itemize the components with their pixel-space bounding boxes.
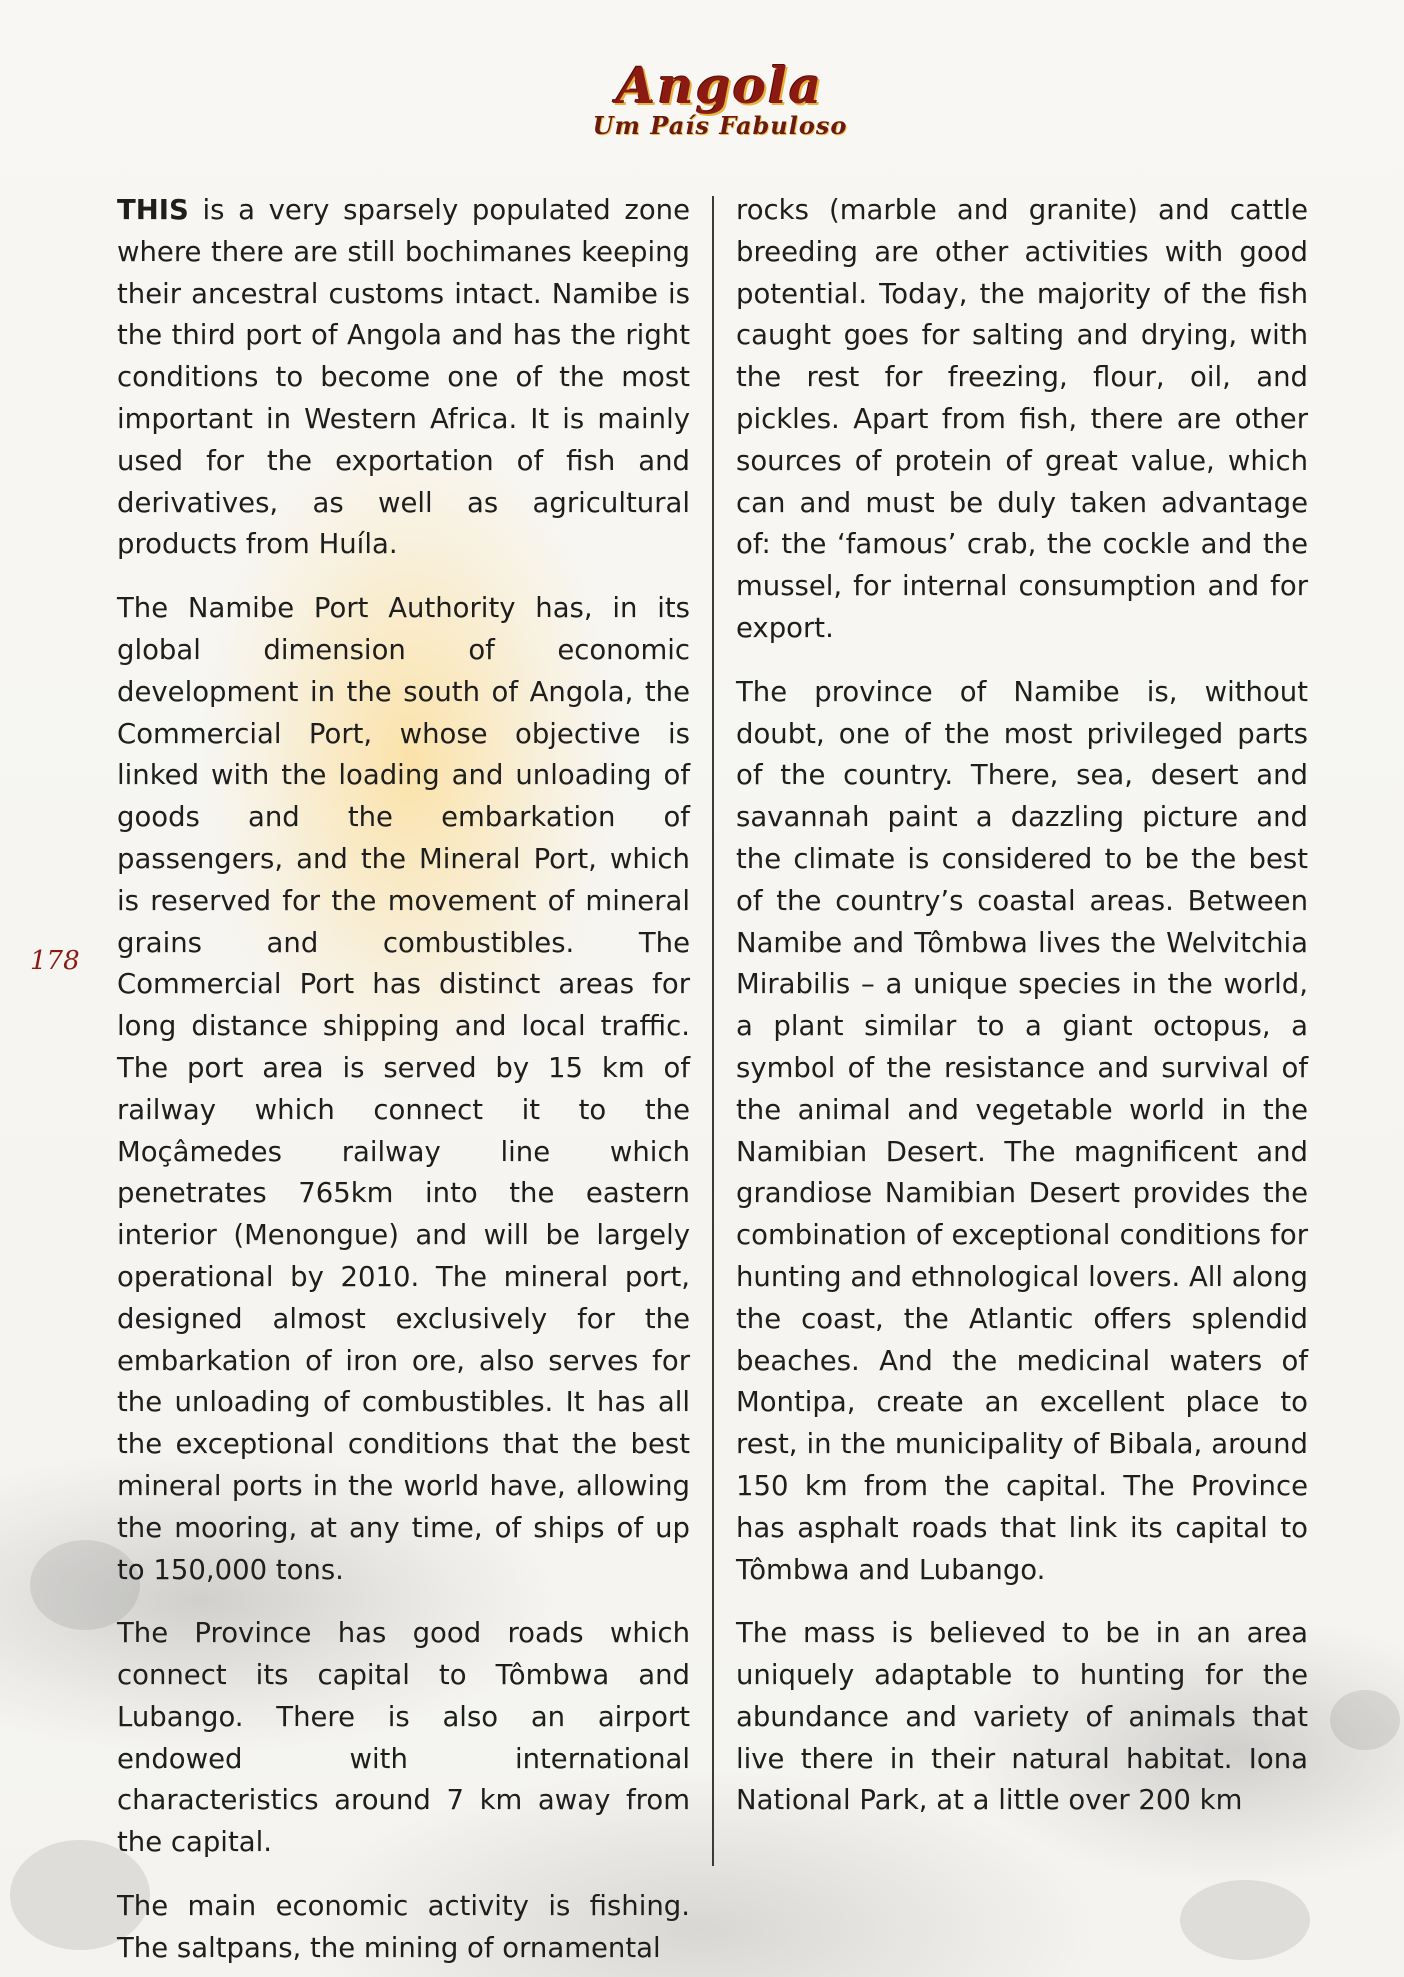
page-number: 178 — [30, 946, 80, 976]
paragraph: The province of Namibe is, without doubt, one of the most privileged parts of the country. There, sea, desert and savannah paint a dazzling picture and the climate is considered to be the best of the country’s coastal areas. Between Namibe and Tômbwa lives the Welvitchia Mirabilis – a unique species in the world, a plant similar to a giant octopus, a symbol of the resistance and survival of the animal and vegetable world in the Namibian Desert. The magnificent and grandiose Namibian Desert provides the combination of exceptional conditions for hunting and ethnological lovers. All along the coast, the Atlantic offers splendid beaches. And the medicinal waters of Montipa, create an excellent place to rest, in the municipality of Bibala, around 150 km from the capital. The Province has asphalt roads that link its capital to Tômbwa and Lubango. — [736, 675, 1308, 1586]
paragraph: rocks (marble and granite) and cattle breeding are other activities with good potential. Today, the majority of the fish caught goes for salting and drying, with the rest for freezing, flour, oil, and pickles. Apart from fish, there are other sources of protein of great value, which can and must be duly taken advantage of: the ‘famous’ crab, the cockle and the mussel, for internal consumption and for export. — [736, 194, 1308, 644]
paragraph — [117, 190, 690, 566]
paragraph-text: is a very sparsely populated zone where there are still bochimanes keeping their ancestral customs intact. Namibe is the third port of Angola and has the right conditions to become one of the most important in Western Africa. It is mainly used for the exportation of fish and derivatives, as well as agricultural products from Huíla. — [117, 194, 690, 561]
logo-subtitle: Um País Fabuloso — [592, 111, 848, 140]
paragraph: The Namibe Port Authority has, in its global dimension of economic development in the south of Angola, the Commercial Port, whose objective is linked with the loading and unloading of goods and the embarkation of passengers, and the Mineral Port, which is reserved for the movement of mineral grains and combustibles. The Commercial Port has distinct areas for long distance shipping and local traffic. The port area is served by 15 km of railway which connect it to the Moçâmedes railway line which penetrates 765km into the eastern interior (Menongue) and will be largely operational by 2010. The mineral port, designed almost exclusively for the embarkation of iron ore, also serves for the unloading of combustibles. It has all the exceptional conditions that the best mineral ports in the world have, allowing the mooring, at any time, of ships of up to 150,000 tons. — [117, 592, 690, 1586]
right-column — [736, 190, 1308, 1844]
background-smudge — [1180, 1880, 1310, 1960]
column-divider — [712, 196, 714, 1866]
angola-logo — [560, 58, 880, 138]
left-column — [117, 190, 690, 1977]
paragraph: The main economic activity is fishing. The saltpans, the mining of ornamental — [117, 1890, 690, 1964]
paragraph-lead-word: THIS — [117, 194, 189, 226]
background-smudge — [1330, 1690, 1400, 1750]
paragraph: The mass is believed to be in an area uniquely adaptable to hunting for the abundance and variety of animals that live there in their natural habitat. Iona National Park, at a little over 200 km — [736, 1617, 1308, 1817]
paragraph: The Province has good roads which connect its capital to Tômbwa and Lubango. There is also an airport endowed with international characteristics around 7 km away from the capital. — [117, 1617, 690, 1859]
logo-title: Angola — [616, 56, 824, 115]
